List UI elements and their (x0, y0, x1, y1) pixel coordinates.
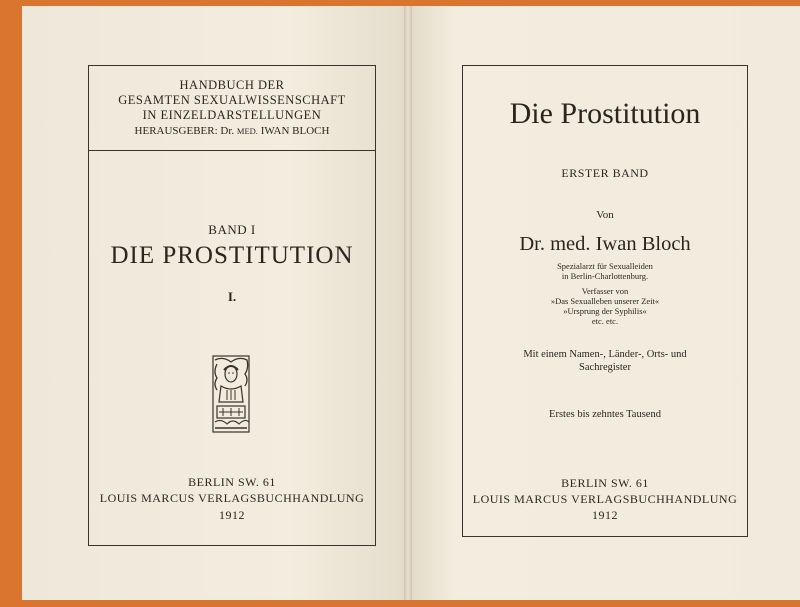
author-info-line: in Berlin-Charlottenburg. (561, 271, 649, 281)
registers-line: Sachregister (579, 362, 631, 373)
editor-name: IWAN BLOCH (260, 125, 330, 137)
volume-title: DIE PROSTITUTION (110, 242, 354, 269)
registers-line: Mit einem Namen-, Länder-, Orts- und (523, 349, 687, 360)
left-imprint-city: BERLIN SW. 61 (188, 475, 276, 489)
right-page-frame (462, 65, 748, 537)
author-info-line: »Ursprung der Syphilis« (563, 306, 647, 316)
author-info-line: »Das Sexualleben unserer Zeit« (550, 296, 660, 306)
von-label: Von (596, 209, 614, 221)
left-page-frame (88, 65, 376, 546)
left-imprint-year: 1912 (219, 508, 245, 522)
book-title: Die Prostitution (509, 97, 701, 130)
series-title-line3: IN EINZELDARSTELLUNGEN (142, 108, 322, 122)
author-info-line: etc. etc. (591, 316, 619, 326)
series-title-line1: HANDBUCH DER (179, 78, 285, 92)
left-imprint-publisher: LOUIS MARCUS VERLAGSBUCHHANDLUNG (99, 491, 365, 505)
edition-note: Erstes bis zehntes Tausend (549, 409, 661, 420)
editor-small: MED. (236, 126, 258, 136)
author-info-line: Verfasser von (581, 286, 629, 296)
volume-number: I. (227, 289, 237, 304)
author-name: Dr. med. Iwan Bloch (519, 233, 691, 255)
right-imprint-year: 1912 (592, 508, 618, 522)
book-band: ERSTER BAND (561, 166, 649, 180)
series-header (89, 66, 375, 151)
art-nouveau-woman-emblem-icon (209, 354, 253, 434)
author-info-line: Spezialarzt für Sexualleiden (557, 261, 653, 271)
book-spine (404, 6, 412, 600)
right-imprint-city: BERLIN SW. 61 (561, 476, 649, 490)
right-imprint-publisher: LOUIS MARCUS VERLAGSBUCHHANDLUNG (472, 492, 738, 506)
editor-prefix: HERAUSGEBER: Dr. (134, 125, 235, 137)
series-editor (89, 125, 375, 137)
series-title-line2: GESAMTEN SEXUALWISSENSCHAFT (118, 93, 346, 107)
volume-band: BAND I (208, 222, 256, 237)
